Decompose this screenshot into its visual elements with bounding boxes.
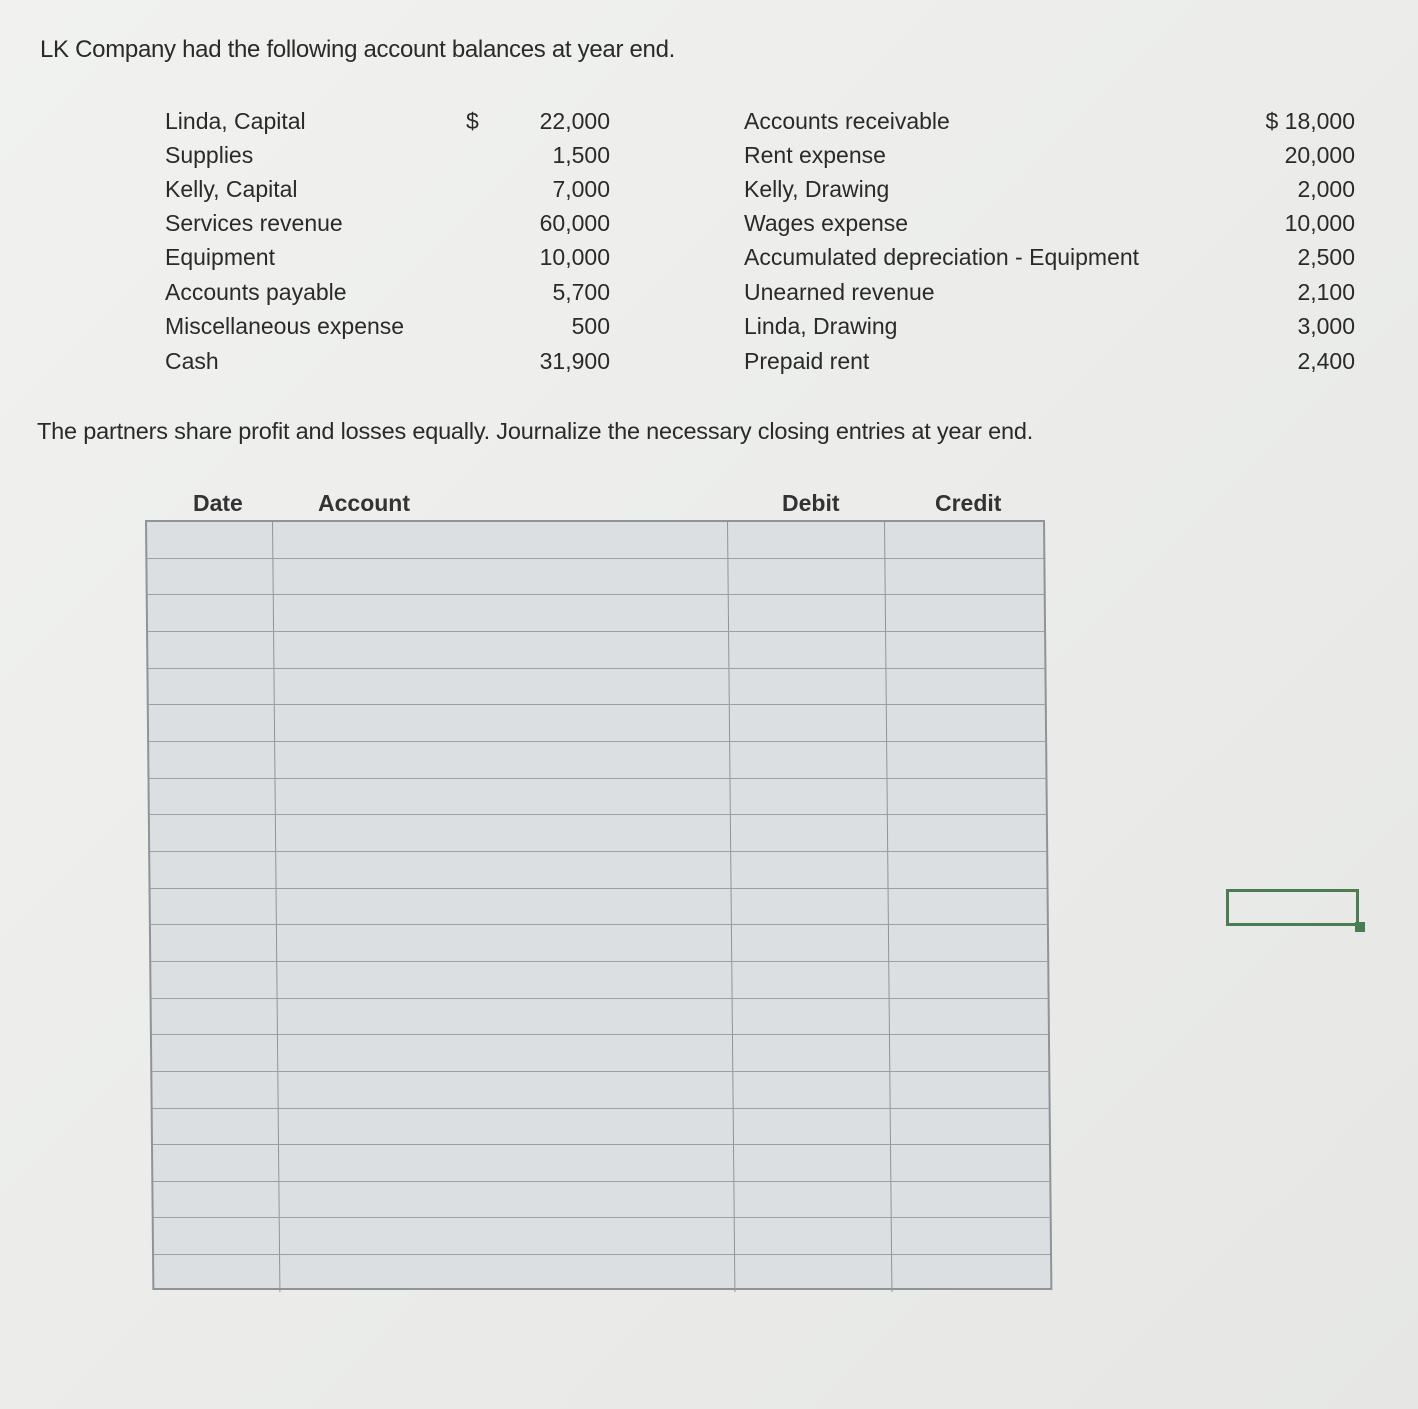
account-cell[interactable] [278, 1035, 733, 1071]
account-name: Cash [165, 348, 219, 374]
debit-cell[interactable] [731, 815, 888, 851]
account-amount: $ 18,000 [1265, 108, 1355, 134]
account-name: Miscellaneous expense [165, 313, 405, 339]
journal-row [150, 815, 1046, 852]
journal-row [148, 669, 1044, 706]
debit-cell[interactable] [730, 779, 887, 815]
debit-cell[interactable] [734, 1145, 891, 1181]
journal-row [150, 852, 1046, 889]
balance-row [0, 344, 1418, 378]
account-name: Services revenue [165, 210, 343, 236]
date-cell[interactable] [148, 632, 274, 668]
account-amount: 1,500 [552, 142, 610, 168]
date-cell[interactable] [149, 705, 275, 741]
debit-cell[interactable] [730, 742, 887, 778]
debit-cell[interactable] [729, 595, 886, 631]
account-cell[interactable] [275, 705, 730, 741]
debit-cell[interactable] [730, 705, 887, 741]
account-amount: 7,000 [552, 176, 610, 202]
account-name: Equipment [165, 244, 275, 270]
account-amount: 5,700 [552, 279, 610, 305]
balance-row [0, 172, 1418, 206]
balance-row [0, 206, 1418, 240]
account-cell[interactable] [273, 522, 728, 558]
account-cell[interactable] [274, 595, 729, 631]
account-cell[interactable] [278, 1072, 733, 1108]
account-cell[interactable] [279, 1145, 734, 1181]
dollar-sign: $ [466, 108, 479, 134]
date-cell[interactable] [153, 1182, 279, 1218]
date-cell[interactable] [149, 779, 275, 815]
debit-cell[interactable] [729, 669, 886, 705]
debit-cell[interactable] [734, 1109, 891, 1145]
account-name: Linda, Capital [165, 108, 306, 134]
credit-cell[interactable] [887, 779, 1045, 815]
account-cell[interactable] [278, 999, 733, 1035]
account-amount: 10,000 [539, 244, 610, 270]
credit-cell[interactable] [887, 742, 1045, 778]
account-amount: 500 [571, 313, 610, 339]
date-cell[interactable] [147, 522, 273, 558]
account-cell[interactable] [274, 669, 729, 705]
date-cell[interactable] [150, 852, 276, 888]
balance-row [0, 104, 1418, 138]
account-cell[interactable] [277, 925, 732, 961]
balance-row [0, 240, 1418, 274]
date-cell[interactable] [152, 999, 278, 1035]
account-amount: 2,000 [1297, 176, 1355, 202]
account-amount: 60,000 [539, 210, 610, 236]
debit-cell[interactable] [728, 522, 885, 558]
account-cell[interactable] [275, 742, 730, 778]
credit-cell[interactable] [887, 705, 1045, 741]
journal-row [147, 522, 1043, 559]
journal-grid [145, 520, 1052, 1290]
account-cell[interactable] [276, 852, 731, 888]
intro-text: LK Company had the following account balances at year end. [40, 36, 676, 63]
credit-cell[interactable] [891, 1182, 1049, 1218]
account-name: Supplies [165, 142, 254, 168]
debit-cell[interactable] [733, 999, 890, 1035]
account-name: Linda, Drawing [744, 313, 898, 339]
fill-handle[interactable] [1355, 922, 1365, 932]
balance-row [0, 138, 1418, 172]
debit-cell[interactable] [728, 559, 885, 595]
credit-cell[interactable] [891, 1145, 1049, 1181]
journal-row [152, 1072, 1048, 1109]
account-cell[interactable] [274, 632, 729, 668]
credit-cell[interactable] [888, 815, 1046, 851]
date-cell[interactable] [149, 742, 275, 778]
date-cell[interactable] [151, 962, 277, 998]
account-amount: 2,500 [1297, 244, 1355, 270]
journal-row [151, 889, 1047, 926]
account-cell[interactable] [280, 1255, 735, 1292]
credit-cell[interactable] [889, 889, 1047, 925]
account-amount: 2,100 [1297, 279, 1355, 305]
credit-cell[interactable] [886, 669, 1044, 705]
journal-row [149, 742, 1045, 779]
credit-cell[interactable] [892, 1218, 1050, 1254]
debit-cell[interactable] [729, 632, 886, 668]
journal-row [149, 779, 1045, 816]
date-cell[interactable] [154, 1218, 280, 1254]
column-header-debit: Debit [782, 490, 840, 516]
account-name: Wages expense [744, 210, 909, 236]
account-name: Kelly, Drawing [744, 176, 890, 202]
account-name: Accumulated depreciation - Equipment [744, 244, 1140, 270]
date-cell[interactable] [152, 1035, 278, 1071]
debit-cell[interactable] [734, 1182, 891, 1218]
date-cell[interactable] [148, 595, 274, 631]
account-name: Accounts payable [165, 279, 347, 305]
date-cell[interactable] [147, 559, 273, 595]
credit-cell[interactable] [892, 1255, 1050, 1292]
journal-row [147, 559, 1043, 596]
debit-cell[interactable] [733, 1072, 890, 1108]
account-amount: 31,900 [539, 348, 610, 374]
credit-cell[interactable] [886, 595, 1044, 631]
credit-cell[interactable] [889, 925, 1047, 961]
date-cell[interactable] [153, 1145, 279, 1181]
journal-row [154, 1218, 1050, 1255]
account-name: Prepaid rent [744, 348, 870, 374]
credit-cell[interactable] [885, 559, 1043, 595]
debit-cell[interactable] [732, 962, 889, 998]
account-cell[interactable] [277, 962, 732, 998]
journal-row [151, 925, 1047, 962]
credit-cell[interactable] [889, 962, 1047, 998]
account-cell[interactable] [280, 1218, 735, 1254]
journal-row [153, 1182, 1049, 1219]
date-cell[interactable] [150, 815, 276, 851]
debit-cell[interactable] [735, 1218, 892, 1254]
debit-cell[interactable] [731, 852, 888, 888]
column-header-credit: Credit [935, 490, 1002, 516]
journal-row [152, 1035, 1048, 1072]
column-header-date: Date [193, 490, 243, 516]
account-cell[interactable] [279, 1109, 734, 1145]
account-balances [0, 104, 1418, 394]
credit-cell[interactable] [891, 1109, 1049, 1145]
column-header-account: Account [318, 490, 410, 516]
account-name: Unearned revenue [744, 279, 935, 305]
journal-row [148, 632, 1044, 669]
journal-row [154, 1255, 1050, 1292]
balance-row [0, 309, 1418, 343]
account-amount: 20,000 [1284, 142, 1355, 168]
debit-cell[interactable] [733, 1035, 890, 1071]
credit-cell[interactable] [890, 999, 1048, 1035]
date-cell[interactable] [152, 1072, 278, 1108]
credit-cell[interactable] [886, 632, 1044, 668]
date-cell[interactable] [151, 889, 277, 925]
journal-row [152, 999, 1048, 1036]
account-cell[interactable] [277, 889, 732, 925]
account-cell[interactable] [279, 1182, 734, 1218]
instruction-text: The partners share profit and losses equally. Journalize the necessary closing entries at year end. [37, 418, 1034, 444]
debit-cell[interactable] [732, 889, 889, 925]
credit-cell[interactable] [888, 852, 1046, 888]
account-amount: 3,000 [1297, 313, 1355, 339]
date-cell[interactable] [154, 1255, 280, 1292]
journal-row [153, 1145, 1049, 1182]
credit-cell[interactable] [885, 522, 1043, 558]
account-amount: 22,000 [539, 108, 610, 134]
debit-cell[interactable] [735, 1255, 892, 1292]
account-amount: 2,400 [1297, 348, 1355, 374]
date-cell[interactable] [153, 1109, 279, 1145]
journal-row [153, 1109, 1049, 1146]
journal-row [151, 962, 1047, 999]
account-cell[interactable] [275, 779, 730, 815]
journal-row [148, 595, 1044, 632]
credit-cell[interactable] [890, 1072, 1048, 1108]
account-amount: 10,000 [1284, 210, 1355, 236]
selected-cell[interactable] [1226, 889, 1359, 926]
debit-cell[interactable] [732, 925, 889, 961]
account-name: Kelly, Capital [165, 176, 298, 202]
account-name: Rent expense [744, 142, 886, 168]
credit-cell[interactable] [890, 1035, 1048, 1071]
account-name: Accounts receivable [744, 108, 950, 134]
journal-row [149, 705, 1045, 742]
account-cell[interactable] [273, 559, 728, 595]
balance-row [0, 275, 1418, 309]
account-cell[interactable] [276, 815, 731, 851]
date-cell[interactable] [151, 925, 277, 961]
date-cell[interactable] [148, 669, 274, 705]
